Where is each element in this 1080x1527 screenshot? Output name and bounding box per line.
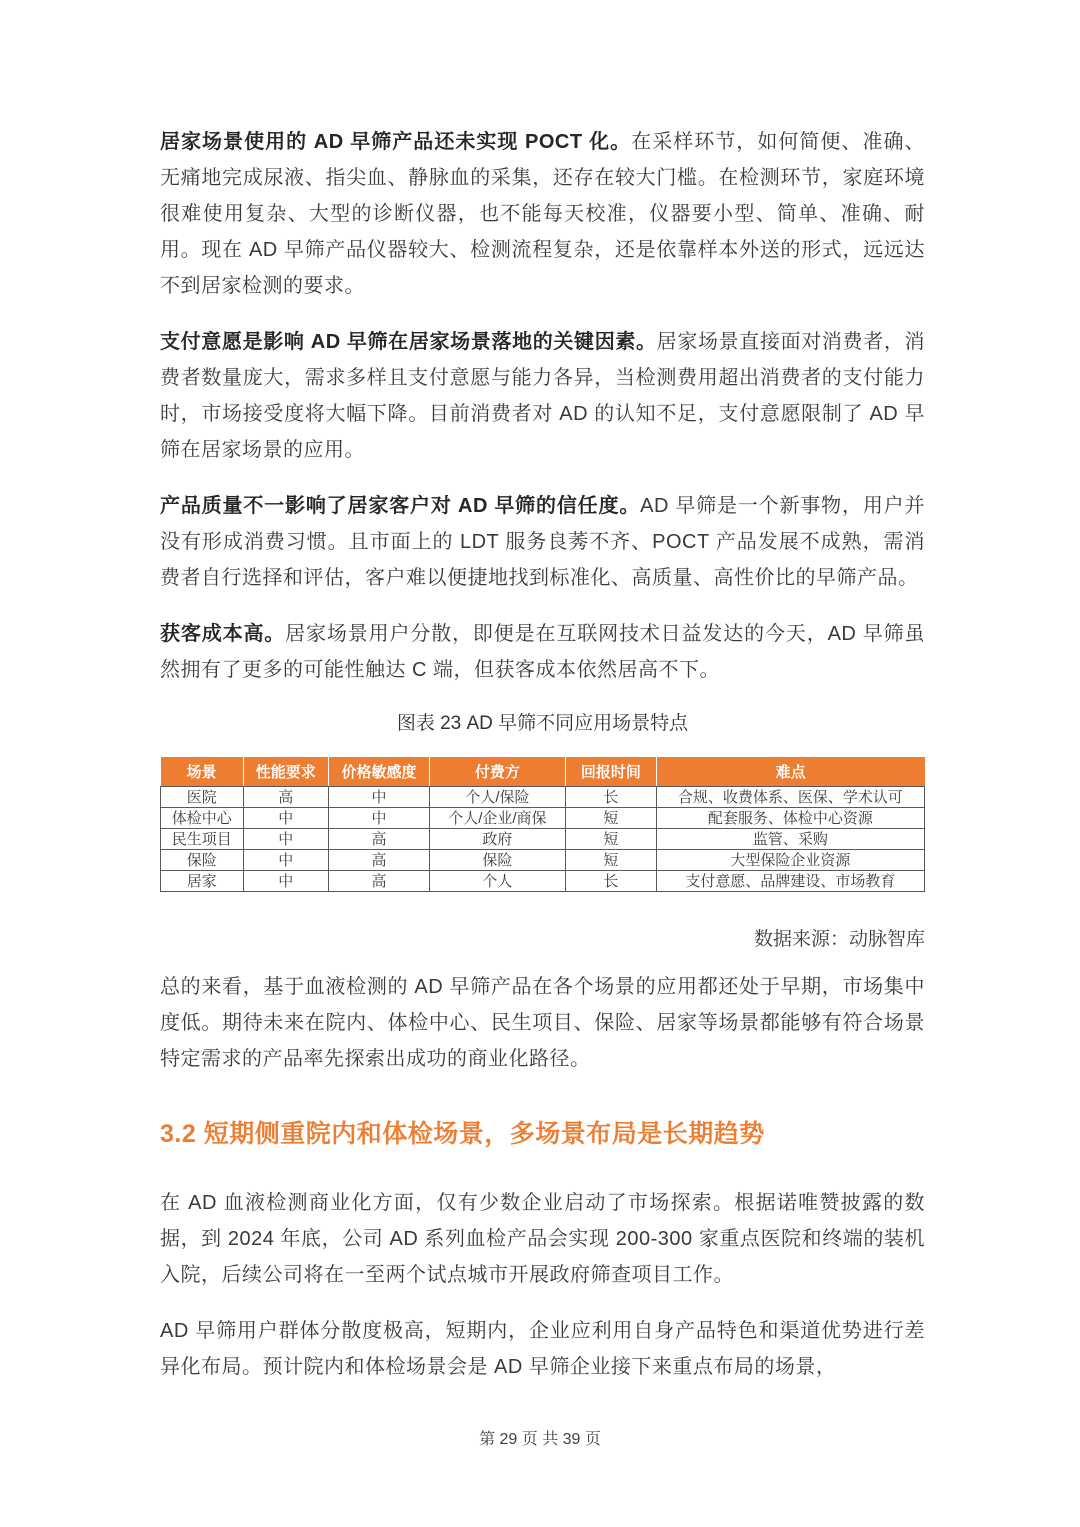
table-cell: 居家 (161, 871, 244, 892)
table-header-cell: 性能要求 (243, 757, 329, 787)
paragraph-lead-bold: 居家场景使用的 AD 早筛产品还未实现 POCT 化。 (160, 131, 632, 153)
table-cell: 高 (243, 787, 329, 808)
table-cell: 高 (329, 850, 430, 871)
table-row (161, 787, 925, 808)
table-cell: 中 (329, 787, 430, 808)
paragraph-body-text: 总的来看，基于血液检测的 AD 早筛产品在各个场景的应用都还处于早期，市场集中度低。期待未来在院内、体检中心、民生项目、保险、居家等场景都能够有符合场景特定需求的产品率先探索出成功的商业化路径。 (160, 976, 925, 1070)
table-cell: 高 (329, 871, 430, 892)
table-cell: 保险 (429, 850, 565, 871)
table-header-cell: 场景 (161, 757, 244, 787)
table-row (161, 871, 925, 892)
table-header-row (161, 757, 925, 787)
table-cell: 中 (243, 850, 329, 871)
table-cell: 短 (565, 829, 656, 850)
paragraph-lead-bold: 产品质量不一影响了居家客户对 AD 早筛的信任度。 (160, 495, 641, 517)
table-header-cell: 难点 (656, 757, 924, 787)
table-cell: 民生项目 (161, 829, 244, 850)
paragraph-body-text: AD 早筛是一个新事物，用户并没有形成消费习惯。且市面上的 LDT 服务良莠不齐、POCT 产品发展不成熟，需消费者自行选择和评估，客户难以便捷地找到标准化、高质量、高性价比的早筛产品。 (160, 495, 926, 589)
table-cell: 个人/保险 (429, 787, 565, 808)
table-cell: 大型保险企业资源 (656, 850, 924, 871)
data-source: 数据来源：动脉智库 (753, 929, 925, 950)
table-cell: 长 (565, 871, 656, 892)
table-header-cell: 付费方 (429, 757, 565, 787)
table-cell: 配套服务、体检中心资源 (656, 808, 924, 829)
paragraph-body-text: 居家场景直接面对消费者，消费者数量庞大，需求多样且支付意愿与能力各异，当检测费用超出消费者的支付能力时，市场接受度将大幅下降。目前消费者对 AD 的认知不足，支付意愿限制了 AD 早筛在居家场景的应用。 (160, 331, 926, 461)
scenario-table (160, 757, 925, 892)
table-cell: 监管、采购 (656, 829, 924, 850)
table-cell: 中 (243, 871, 329, 892)
table-cell: 短 (565, 850, 656, 871)
paragraph-product-quality (160, 488, 925, 596)
table-cell: 医院 (161, 787, 244, 808)
table-header-cell: 回报时间 (565, 757, 656, 787)
page-footer: 第 29 页 共 39 页 (479, 1431, 601, 1448)
paragraph-summary (160, 969, 925, 1077)
paragraph-lead-bold: 支付意愿是影响 AD 早筛在居家场景落地的关键因素。 (160, 331, 657, 353)
table-cell: 中 (329, 808, 430, 829)
table-row (161, 829, 925, 850)
section-heading-3-2: 3.2 短期侧重院内和体检场景，多场景布局是长期趋势 (160, 1120, 765, 1148)
table-cell: 政府 (429, 829, 565, 850)
paragraph-body-text: 居家场景用户分散，即便是在互联网技术日益发达的今天，AD 早筛虽然拥有了更多的可能性触达 C 端，但获客成本依然居高不下。 (160, 623, 925, 681)
paragraph-payment-willingness (160, 324, 925, 468)
table-cell: 短 (565, 808, 656, 829)
table-cell: 体检中心 (161, 808, 244, 829)
paragraph-lead-bold: 获客成本高。 (160, 623, 286, 645)
paragraph-commercialization (160, 1185, 925, 1293)
table-row (161, 850, 925, 871)
paragraph-poct (160, 124, 925, 304)
table-cell: 个人 (429, 871, 565, 892)
table-header-cell: 价格敏感度 (329, 757, 430, 787)
paragraph-body-text: 在 AD 血液检测商业化方面，仅有少数企业启动了市场探索。根据诺唯赞披露的数据，到 2024 年底，公司 AD 系列血检产品会实现 200-300 家重点医院和终端的装机入院，后续公司将在一至两个试点城市开展政府筛查项目工作。 (160, 1192, 925, 1286)
table-row (161, 808, 925, 829)
table-cell: 合规、收费体系、医保、学术认可 (656, 787, 924, 808)
table-cell: 中 (243, 808, 329, 829)
paragraph-customer-acquisition (160, 616, 925, 688)
table-cell: 长 (565, 787, 656, 808)
paragraph-body-text: AD 早筛用户群体分散度极高，短期内，企业应利用自身产品特色和渠道优势进行差异化布局。预计院内和体检场景会是 AD 早筛企业接下来重点布局的场景， (160, 1320, 925, 1378)
table-cell: 个人/企业/商保 (429, 808, 565, 829)
table-cell: 保险 (161, 850, 244, 871)
table-cell: 支付意愿、品牌建设、市场教育 (656, 871, 924, 892)
table-cell: 高 (329, 829, 430, 850)
figure-caption: 图表 23 AD 早筛不同应用场景特点 (396, 713, 689, 734)
paragraph-user-dispersion (160, 1313, 925, 1385)
paragraph-body-text: 在采样环节，如何简便、准确、无痛地完成尿液、指尖血、静脉血的采集，还存在较大门槛。在检测环节，家庭环境很难使用复杂、大型的诊断仪器，也不能每天校准，仪器要小型、简单、准确、耐用。现在 AD 早筛产品仪器较大、检测流程复杂，还是依靠样本外送的形式，远远达不到居家检测的要求。 (160, 131, 926, 297)
table-cell: 中 (243, 829, 329, 850)
